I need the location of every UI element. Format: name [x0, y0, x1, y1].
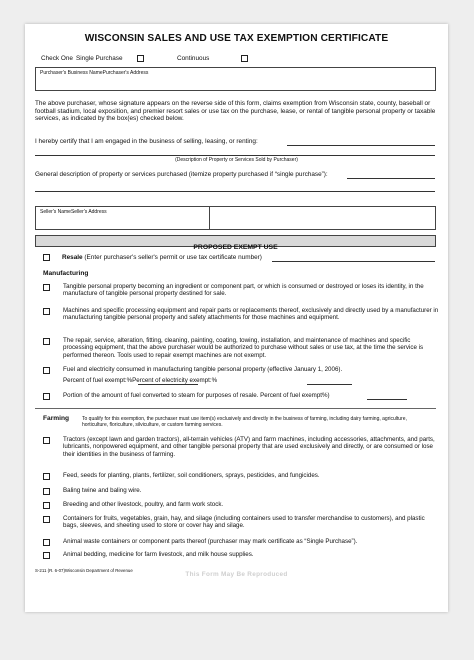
- farming-item-1-text: Tractors (except lawn and garden tractors), all-terrain vehicles (ATV) and farm machines, including accessories, attachments, and parts, lubricants, nonpowered equipment, and other tangible personal property that are used exclusively and directly, or are consumed or lose their identities in the business of farming.: [63, 436, 435, 458]
- check-one-label: Check One: [41, 55, 73, 62]
- farming-item-7-text: Animal bedding, medicine for farm livestock, and milk house supplies.: [63, 551, 254, 558]
- farming-checkbox-3[interactable]: [43, 488, 50, 495]
- continuous-checkbox[interactable]: [241, 55, 248, 62]
- manufacturing-header: Manufacturing: [43, 270, 89, 277]
- seller-box[interactable]: [35, 206, 436, 230]
- seller-box-label: Seller's NameSeller's Address: [40, 209, 107, 215]
- resale-checkbox[interactable]: [43, 254, 50, 261]
- farming-checkbox-4[interactable]: [43, 502, 50, 509]
- manufacturing-checkbox-2[interactable]: [43, 308, 50, 315]
- farming-checkbox-7[interactable]: [43, 552, 50, 559]
- farming-checkbox-6[interactable]: [43, 539, 50, 546]
- reproduce-watermark: This Form May Be Reproduced: [185, 571, 288, 578]
- purchaser-box[interactable]: [35, 67, 436, 91]
- manufacturing-checkbox-4[interactable]: [43, 367, 50, 374]
- business-line[interactable]: [287, 145, 435, 146]
- proposed-exempt-use-header: [35, 235, 436, 251]
- farming-item-6-text: Animal waste containers or component parts thereof (purchaser may mark certificate as “Single Purchase”).: [63, 538, 358, 545]
- single-purchase-checkbox[interactable]: [137, 55, 144, 62]
- manufacturing-item-4-text: Fuel and electricity consumed in manufacturing tangible personal property (effective January 1, 2006).: [63, 366, 343, 373]
- portion-text: Portion of the amount of fuel converted to steam for purposes of resale. Percent of fuel exempt%): [63, 392, 330, 399]
- manufacturing-item-3-text: The repair, service, alteration, fitting, cleaning, painting, coating, towing, installation, and maintenance of machines and specific processing equipment, that the above purchaser would be authorized to purchase without sales or use tax, at the time the service is performed thereon. Tools used to repair exempt machines are not exempt.: [63, 337, 424, 359]
- resale-permit-line[interactable]: [272, 261, 435, 262]
- intro-paragraph: The above purchaser, whose signature appears on the reverse side of this form, claims exemption from Wisconsin state, county, baseball or football stadium, local exposition, and premier resort sales or use tax on the purchase, lease, or rental of tangible personal property or taxable services, as indicated by the box(es) checked below.: [35, 100, 436, 123]
- certificate-page: [25, 24, 448, 612]
- manufacturing-checkbox-1[interactable]: [43, 284, 50, 291]
- farming-item-5-text: Containers for fruits, vegetables, grain, hay, and silage (including containers used to transfer merchandise to customers), and plastic bags, sleeves, and sheeting used to store or cover hay and silage.: [63, 515, 425, 530]
- general-description-line[interactable]: [347, 178, 435, 179]
- portion-checkbox[interactable]: [43, 393, 50, 400]
- farming-item-2-text: Feed, seeds for planting, plants, fertilizer, soil conditioners, sprays, pesticides, and fungicides.: [63, 472, 320, 479]
- manufacturing-item-2-text: Machines and specific processing equipment and repair parts or replacements thereof, exclusively and directly used by a manufacturer in manufacturing tangible personal property and safety attachments for those machines and equipment.: [63, 307, 439, 322]
- farming-item-4-text: Breeding and other livestock, poultry, and farm work stock.: [63, 501, 224, 508]
- business-line-2[interactable]: [35, 155, 435, 156]
- manufacturing-item-1-text: Tangible personal property becoming an ingredient or component part, or which is consumed or destroyed or loses its identity, in the manufacture of tangible personal property destined for sale.: [63, 283, 424, 298]
- seller-box-divider: [209, 207, 210, 230]
- manufacturing-checkbox-3[interactable]: [43, 338, 50, 345]
- farming-checkbox-2[interactable]: [43, 473, 50, 480]
- continuous-label: Continuous: [177, 55, 210, 62]
- resale-row: [62, 254, 262, 262]
- farming-intro: To qualify for this exemption, the purchaser must use item(s) exclusively and directly in the business of farming, including dairy farming, agriculture, horticulture, floriculture, silviculture, or custom farming services.: [82, 416, 407, 428]
- farming-checkbox-5[interactable]: [43, 516, 50, 523]
- description-caption: (Description of Property or Services Sold by Purchaser): [175, 157, 298, 163]
- general-description-line-2[interactable]: [35, 191, 435, 192]
- form-id: S-211 (R. 6-07)Wisconsin Department of Revenue: [35, 568, 133, 573]
- proposed-exempt-use-title: PROPOSED EXEMPT USE: [193, 244, 278, 251]
- section-divider: [35, 408, 436, 409]
- farming-checkbox-1[interactable]: [43, 437, 50, 444]
- farming-item-3-text: Baling twine and baling wire.: [63, 487, 142, 494]
- resale-text: (Enter purchaser's seller's permit or use tax certificate number): [84, 254, 262, 261]
- purchaser-box-label: Purchaser's Business NamePurchaser's Address: [40, 70, 149, 76]
- form-title: WISCONSIN SALES AND USE TAX EXEMPTION CERTIFICATE: [84, 33, 389, 44]
- portion-percent-blank[interactable]: [367, 399, 407, 400]
- certify-text: I hereby certify that I am engaged in the business of selling, leasing, or renting:: [35, 138, 258, 145]
- farming-header: Farming: [43, 415, 70, 422]
- percent-fuel-blank[interactable]: [138, 384, 198, 385]
- percent-fuel-line: Percent of fuel exempt:%Percent of electricity exempt:%: [63, 377, 218, 384]
- general-description-text: General description of property or services purchased (itemize property purchased if “single purchase”):: [35, 171, 328, 178]
- single-purchase-label: Single Purchase: [76, 55, 123, 62]
- resale-label: Resale: [62, 254, 83, 261]
- percent-electricity-blank[interactable]: [307, 384, 352, 385]
